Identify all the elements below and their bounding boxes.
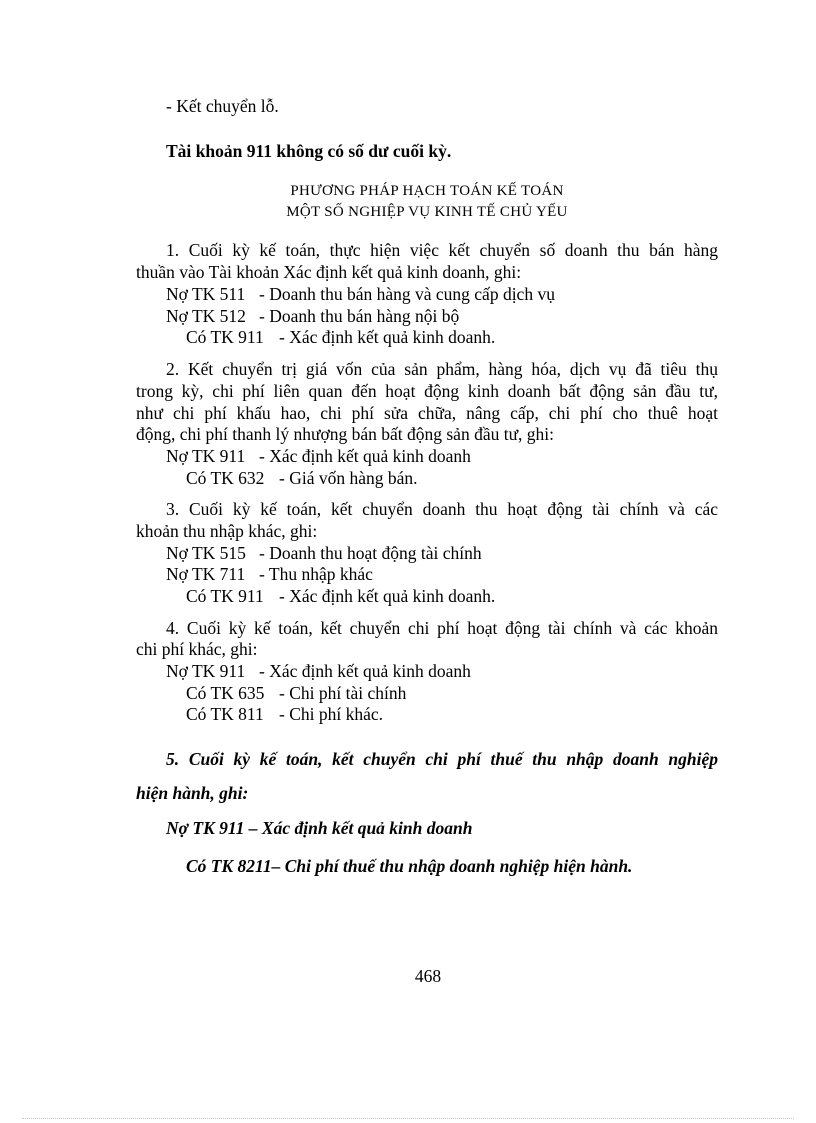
account-description: - Xác định kết quả kinh doanh [259, 446, 471, 466]
account-code: Nợ TK 911 [166, 661, 246, 681]
account-description: - Doanh thu bán hàng nội bộ [259, 306, 460, 326]
account-description: - Thu nhập khác [259, 564, 373, 584]
item-1-text-line-2: thuần vào Tài khoản Xác định kết quả kinh doanh, ghi: [136, 262, 522, 282]
account-code: Nợ TK 511 [166, 284, 246, 304]
item-4-text-line-1: 4. Cuối kỳ kế toán, kết chuyển chi phí hoạt động tài chính và các khoản [166, 618, 718, 638]
item-2-text-line-1: 2. Kết chuyển trị giá vốn của sản phẩm, hàng hóa, dịch vụ đã tiêu thụ [166, 359, 718, 379]
account-code: Nợ TK 515 [166, 543, 246, 563]
account-description: - Chi phí khác. [279, 704, 384, 724]
journal-entry [166, 542, 482, 564]
item-5-text-line-1: 5. Cuối kỳ kế toán, kết chuyển chi phí thuế thu nhập doanh nghiệp [166, 749, 718, 769]
account-note: Tài khoản 911 không có số dư cuối kỳ. [166, 141, 452, 161]
account-description: - Xác định kết quả kinh doanh. [279, 327, 496, 347]
account-description: - Xác định kết quả kinh doanh [259, 661, 471, 681]
item-2-text-line-4: động, chi phí thanh lý nhượng bán bất động sản đầu tư, ghi: [136, 424, 555, 444]
item-1-text-line-1: 1. Cuối kỳ kế toán, thực hiện việc kết chuyển số doanh thu bán hàng [166, 240, 718, 260]
page-number: 468 [414, 966, 442, 986]
journal-entry [186, 682, 406, 704]
account-code: Có TK 911 [186, 327, 264, 347]
journal-entry [186, 585, 495, 607]
account-description: - Chi phí tài chính [279, 683, 407, 703]
item-5-text-line-2: hiện hành, ghi: [136, 783, 249, 803]
account-description: - Doanh thu hoạt động tài chính [259, 543, 482, 563]
journal-entry [166, 305, 459, 327]
account-code: Có TK 632 [186, 468, 265, 488]
intro-line: - Kết chuyển lỗ. [166, 96, 279, 116]
journal-entry [186, 703, 383, 725]
journal-entry [186, 326, 495, 348]
journal-entry: Có TK 8211– Chi phí thuế thu nhập doanh nghiệp hiện hành. [186, 856, 633, 876]
journal-entry [166, 563, 373, 585]
bottom-dotted-divider [22, 1118, 794, 1119]
account-description: - Xác định kết quả kinh doanh. [279, 586, 496, 606]
journal-entry [166, 283, 555, 305]
account-code: Nợ TK 512 [166, 306, 246, 326]
journal-entry [166, 660, 471, 682]
account-code: Có TK 811 [186, 704, 264, 724]
item-2-text-line-3: như chi phí khấu hao, chi phí sửa chữa, nâng cấp, chi phí cho thuê hoạt [136, 403, 718, 423]
item-4-text-line-2: chi phí khác, ghi: [136, 639, 258, 659]
journal-entry: Nợ TK 911 – Xác định kết quả kinh doanh [166, 818, 473, 838]
account-code: Có TK 911 [186, 586, 264, 606]
account-description: - Giá vốn hàng bán. [279, 468, 418, 488]
item-2-text-line-2: trong kỳ, chi phí liên quan đến hoạt động kinh doanh bất động sản đầu tư, [136, 381, 718, 401]
heading-line-1: PHƯƠNG PHÁP HẠCH TOÁN KẾ TOÁN [290, 183, 564, 199]
item-3-text-line-1: 3. Cuối kỳ kế toán, kết chuyển doanh thu hoạt động tài chính và các [166, 499, 718, 519]
journal-entry [186, 467, 418, 489]
account-code: Có TK 635 [186, 683, 265, 703]
account-code: Nợ TK 911 [166, 446, 246, 466]
account-description: - Doanh thu bán hàng và cung cấp dịch vụ [259, 284, 555, 304]
heading-line-2: MỘT SỐ NGHIỆP VỤ KINH TẾ CHỦ YẾU [286, 204, 568, 220]
account-code: Nợ TK 711 [166, 564, 246, 584]
item-3-text-line-2: khoản thu nhập khác, ghi: [136, 521, 318, 541]
journal-entry [166, 445, 471, 467]
